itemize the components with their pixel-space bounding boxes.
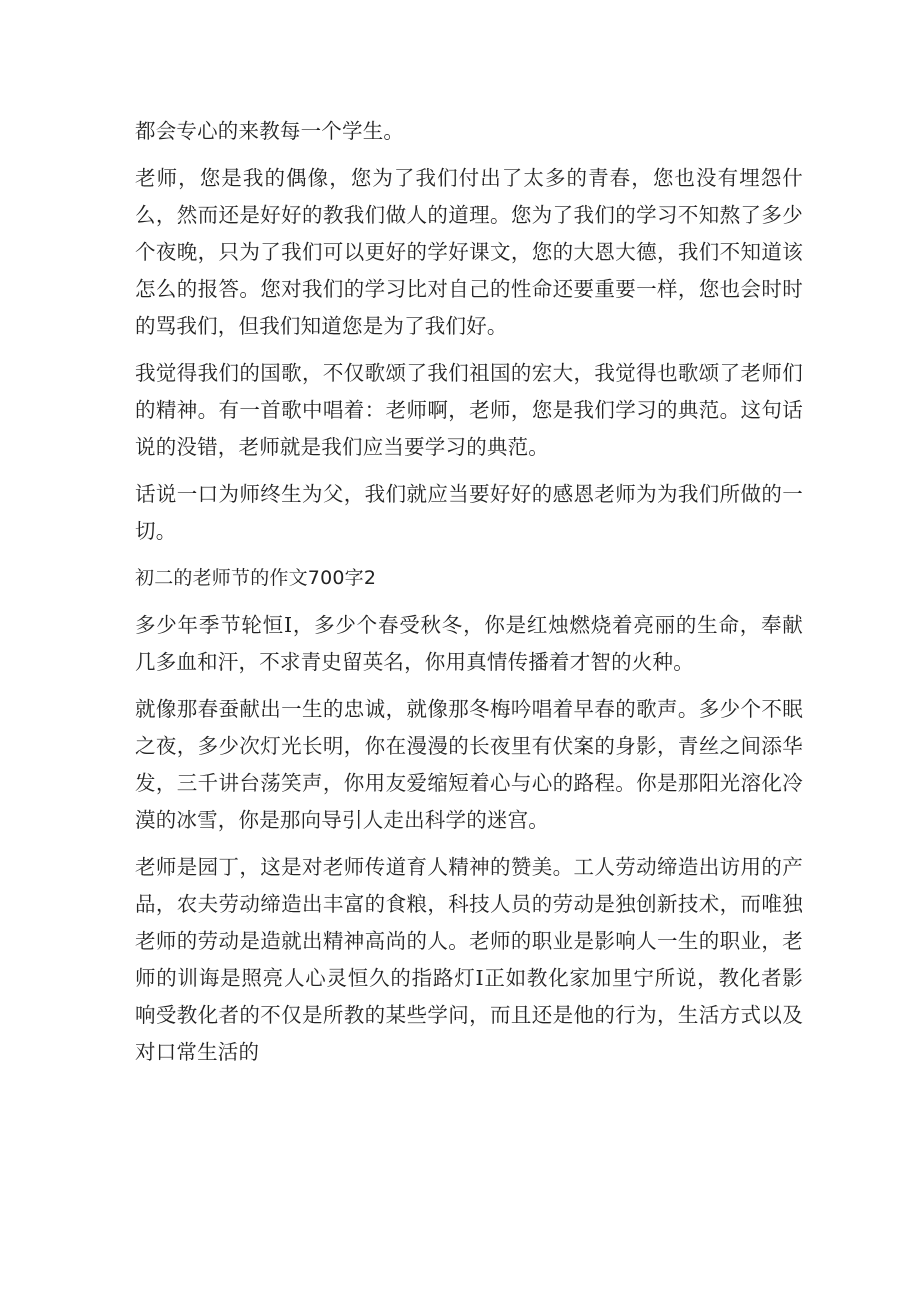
paragraph: 我觉得我们的国歌，不仅歌颂了我们祖国的宏大，我觉得也歌颂了老师们的精神。有一首歌中唱着：老师啊，老师，您是我们学习的典范。这句话说的没错，老师就是我们应当要学习的典范。 <box>135 361 803 459</box>
paragraph: 老师，您是我的偶像，您为了我们付出了太多的青春，您也没有埋怨什么，然而还是好好的教我们做人的道理。您为了我们的学习不知熬了多少个夜晚，只为了我们可以更好的学好课文，您的大恩大德，我们不知道该怎么的报答。您对我们的学习比对自己的性命还要重要一样，您也会时时的骂我们，但我们知道您是为了我们好。 <box>135 166 803 338</box>
paragraph: 老师是园丁，这是对老师传道育人精神的赞美。工人劳动缔造出访用的产品，农夫劳动缔造出丰富的食粮，科技人员的劳动是独创新技术，而唯独老师的劳动是造就出精神高尚的人。老师的职业是影响人一生的职业，老师的训诲是照亮人心灵恒久的指路灯I正如教化家加里宁所说，教化者影响受教化者的不仅是所教的某些学问，而且还是他的行为，生活方式以及对口常生活的 <box>135 855 803 1064</box>
paragraph: 都会专心的来教每一个学生。 <box>135 119 405 143</box>
paragraph: 多少年季节轮恒I，多少个春受秋冬，你是红烛燃烧着亮丽的生命，奉献几多血和汗，不求青史留英名，你用真情传播着才智的火种。 <box>135 613 803 674</box>
paragraph: 就像那春蚕献出一生的忠诚，就像那冬梅吟唱着早春的歌声。多少个不眠之夜，多少次灯光长明，你在漫漫的长夜里有伏案的身影，青丝之间添华发，三千讲台荡笑声，你用友爱缩短着心与心的路程。你是那阳光溶化冷漠的冰雪，你是那向导引人走出科学的迷宫。 <box>135 697 803 832</box>
document-body <box>135 113 803 1081</box>
paragraph: 话说一口为师终生为父，我们就应当要好好的感恩老师为为我们所做的一切。 <box>135 482 803 543</box>
essay-heading: 初二的老师节的作文700字2 <box>135 567 377 589</box>
